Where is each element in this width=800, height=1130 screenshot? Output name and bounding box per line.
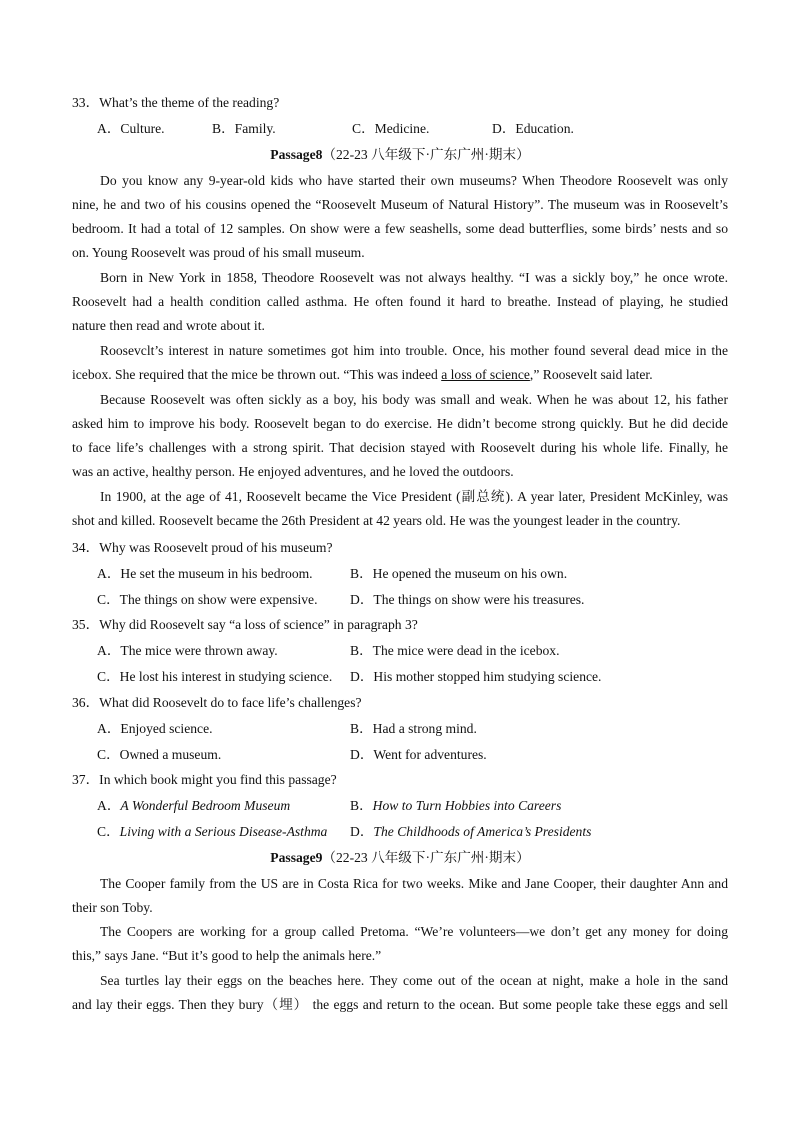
q35-option-a: A．The mice were thrown away. bbox=[97, 643, 278, 658]
q37-option-c bbox=[97, 822, 327, 842]
option-label: C． bbox=[97, 824, 120, 839]
q34-option-c: C．The things on show were expensive. bbox=[97, 592, 318, 607]
passage8-line: to face life’s challenges with a strong spirit. That decision stayed with Roosevelt during his whole life. Finally, he bbox=[72, 440, 728, 455]
passage8-line: nine, he and two of his cousins opened the “Roosevelt Museum of Natural History”. The museum was in Roosevelt’s bbox=[72, 197, 728, 212]
q36-option-b: B．Had a strong mind. bbox=[350, 721, 477, 736]
passage8-line: on. Young Roosevelt was proud of his small museum. bbox=[72, 245, 365, 260]
passage8-title: Passage8 bbox=[270, 147, 323, 162]
passage8-line: Do you know any 9-year-old kids who have started their own museums? When Theodore Roosevelt was only bbox=[100, 173, 728, 188]
book-title: How to Turn Hobbies into Careers bbox=[372, 798, 562, 813]
passage9-line: Sea turtles lay their eggs on the beaches here. They come out of the ocean at night, make a hole in the sand bbox=[100, 973, 728, 988]
passage8-line: Roosevelt had a health condition called asthma. He often found it hard to breathe. Instead of playing, he studied bbox=[72, 294, 728, 309]
q34-option-d: D．The things on show were his treasures. bbox=[350, 592, 585, 607]
passage8-line: shot and killed. Roosevelt became the 26th President at 42 years old. He was the youngest leader in the country. bbox=[72, 513, 681, 528]
passage8-text: ,” Roosevelt said later. bbox=[529, 367, 653, 382]
passage9-line: their son Toby. bbox=[72, 900, 153, 915]
underlined-phrase: a loss of science bbox=[441, 367, 530, 382]
passage8-heading bbox=[0, 145, 800, 165]
q37-option-d bbox=[350, 822, 591, 842]
passage8-text: icebox. She required that the mice be thrown out. “This was indeed bbox=[72, 367, 442, 382]
passage9-title: Passage9 bbox=[270, 850, 323, 865]
passage8-line: nature then read and wrote about it. bbox=[72, 318, 265, 333]
q33-option-c: C．Medicine. bbox=[352, 121, 430, 136]
passage9-line: and lay their eggs. Then they bury（埋） the eggs and return to the ocean. But some people take these eggs and sell bbox=[72, 997, 728, 1012]
q35-option-b: B．The mice were dead in the icebox. bbox=[350, 643, 560, 658]
book-title: A Wonderful Bedroom Museum bbox=[120, 798, 291, 813]
q34-stem: 34．Why was Roosevelt proud of his museum? bbox=[72, 540, 333, 555]
passage8-line: Roosevclt’s interest in nature sometimes got him into trouble. Once, his mother found several dead mice in the bbox=[100, 343, 728, 358]
passage8-line: bedroom. It had a total of 12 samples. On show were a few seashells, some dead butterflies, some birds’ nests and so bbox=[72, 221, 728, 236]
q34-option-a: A．He set the museum in his bedroom. bbox=[97, 566, 313, 581]
passage8-line: In 1900, at the age of 41, Roosevelt became the Vice President (副总统). A year later, President McKinley, was bbox=[100, 489, 728, 504]
book-title: Living with a Serious Disease-Asthma bbox=[119, 824, 328, 839]
q36-option-c: C．Owned a museum. bbox=[97, 747, 222, 762]
q33-option-d: D．Education. bbox=[492, 121, 574, 136]
passage9-heading bbox=[0, 848, 800, 868]
q37-option-a bbox=[97, 796, 290, 816]
option-label: A． bbox=[97, 798, 121, 813]
q37-option-b bbox=[350, 796, 561, 816]
q35-option-c: C．He lost his interest in studying science. bbox=[97, 669, 333, 684]
option-label: D． bbox=[350, 824, 374, 839]
q37-stem: 37．In which book might you find this passage? bbox=[72, 772, 337, 787]
passage8-line-underlined bbox=[72, 365, 732, 385]
passage8-source: （22-23 八年级下·广东广州·期末） bbox=[322, 147, 530, 162]
option-label: B． bbox=[350, 798, 373, 813]
passage8-line: asked him to improve his body. Roosevelt began to do exercise. He didn’t become strong quickly. But he did decide bbox=[72, 416, 728, 431]
passage9-line: The Coopers are working for a group called Pretoma. “We’re volunteers—we don’t get any money for doing bbox=[100, 924, 728, 939]
book-title: The Childhoods of America’s Presidents bbox=[373, 824, 592, 839]
q35-stem: 35．Why did Roosevelt say “a loss of science” in paragraph 3? bbox=[72, 617, 418, 632]
q36-option-a: A．Enjoyed science. bbox=[97, 721, 213, 736]
q33-stem: 33．What’s the theme of the reading? bbox=[72, 95, 280, 110]
q33-option-a: A．Culture. bbox=[97, 121, 165, 136]
passage8-line: Because Roosevelt was often sickly as a boy, his body was small and weak. When he was about 12, his father bbox=[100, 392, 728, 407]
passage9-line: The Cooper family from the US are in Costa Rica for two weeks. Mike and Jane Cooper, their daughter Ann and bbox=[100, 876, 728, 891]
q33-option-b: B．Family. bbox=[212, 121, 276, 136]
q34-option-b: B．He opened the museum on his own. bbox=[350, 566, 568, 581]
passage9-line: this,” says Jane. “But it’s good to help the animals here.” bbox=[72, 948, 382, 963]
passage9-source: （22-23 八年级下·广东广州·期末） bbox=[322, 850, 530, 865]
passage8-line: Born in New York in 1858, Theodore Roosevelt was not always healthy. “I was a sickly boy,” he once wrote. bbox=[100, 270, 728, 285]
passage8-line: was an active, healthy person. He enjoyed adventures, and he loved the outdoors. bbox=[72, 464, 514, 479]
q35-option-d: D．His mother stopped him studying science. bbox=[350, 669, 602, 684]
q36-option-d: D．Went for adventures. bbox=[350, 747, 487, 762]
q36-stem: 36．What did Roosevelt do to face life’s challenges? bbox=[72, 695, 362, 710]
